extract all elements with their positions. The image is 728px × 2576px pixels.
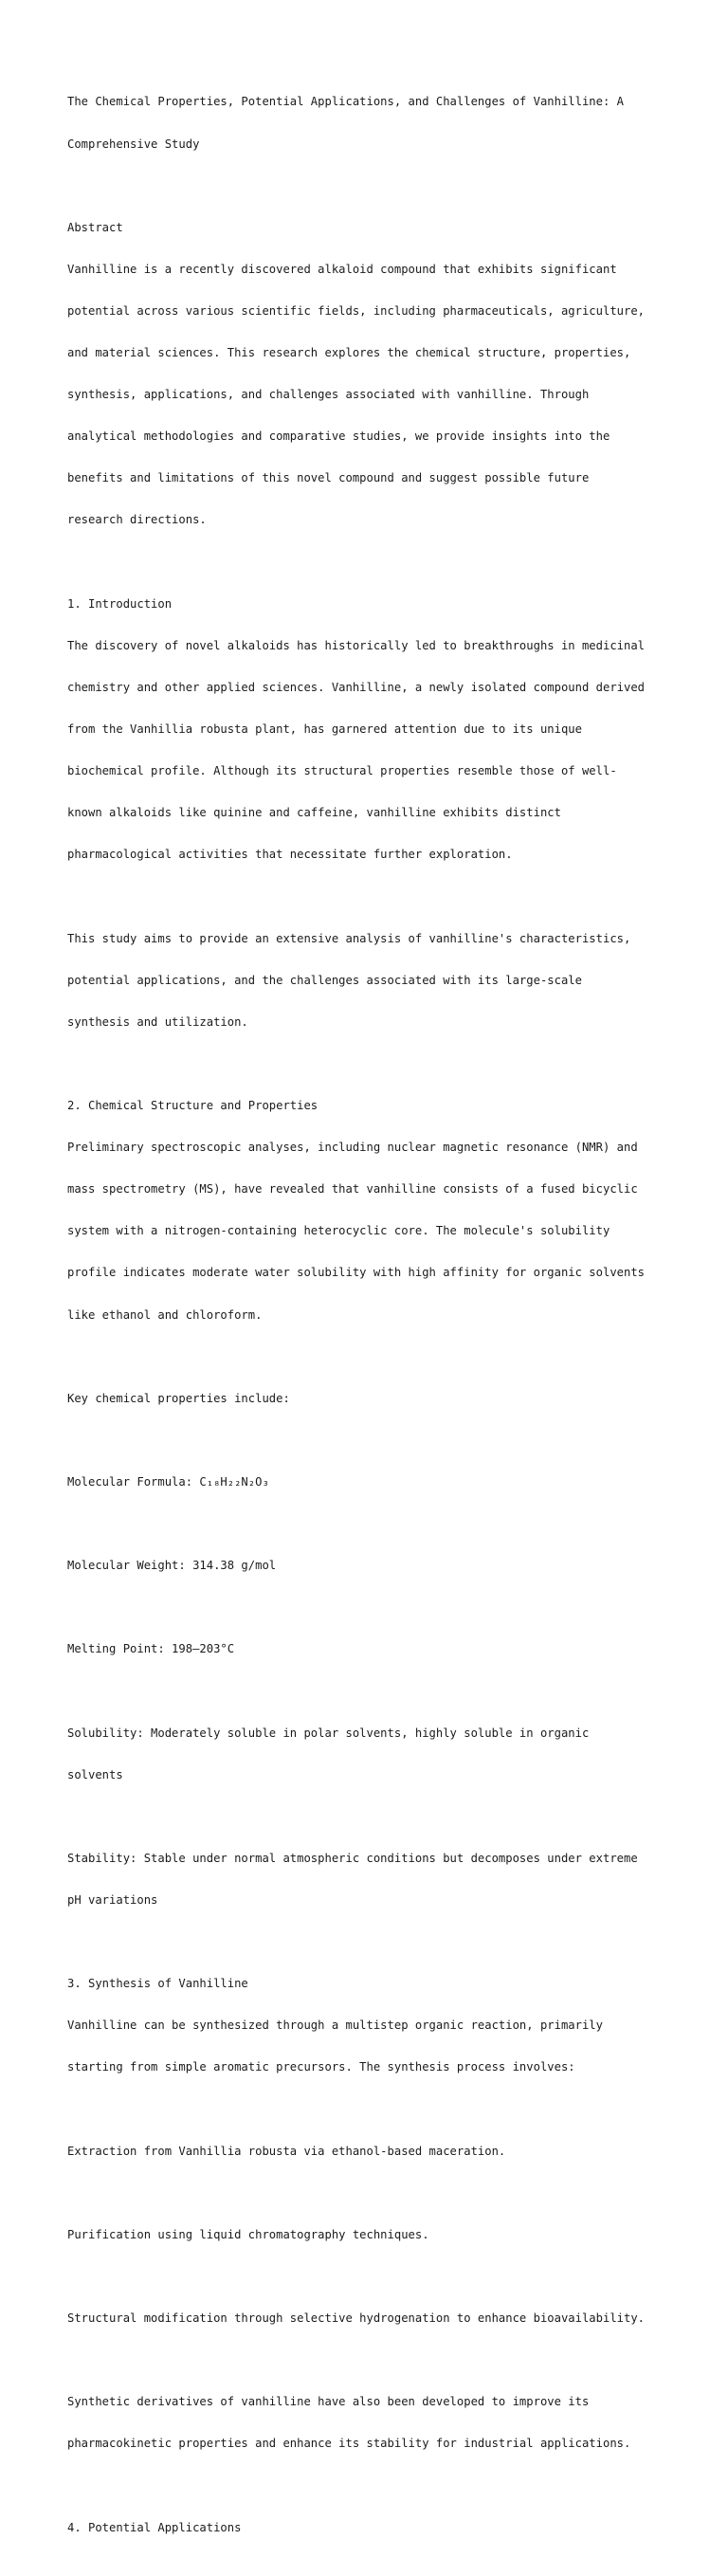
body-line: potential applications, and the challenges associated with its large-scale (67, 973, 582, 987)
section-heading: 3. Synthesis of Vanhilline (67, 1977, 248, 1991)
synthesis-section (67, 1949, 693, 2103)
property-solubility (67, 1698, 693, 1810)
property-melting (67, 1615, 693, 1685)
synthesis-paragraph-2 (67, 2367, 693, 2479)
body-line: biochemical profile. Although its structural properties resemble those of well- (67, 764, 617, 778)
abstract-line: analytical methodologies and comparative studies, we provide insights into the (67, 429, 610, 444)
molecular-formula: Molecular Formula: C₁₈H₂₂N₂O₃ (67, 1474, 269, 1489)
section-heading: 1. Introduction (67, 596, 173, 611)
body-line: Preliminary spectroscopic analyses, including nuclear magnetic resonance (NMR) and (67, 1141, 638, 1155)
applications-section (67, 2493, 693, 2563)
stability-line: pH variations (67, 1892, 158, 1907)
body-line: pharmacological activities that necessitate further exploration. (67, 848, 513, 862)
body-line: pharmacokinetic properties and enhance its stability for industrial applications. (67, 2437, 631, 2451)
structure-section (67, 1071, 693, 1350)
abstract-line: benefits and limitations of this novel compound and suggest possible future (67, 471, 590, 485)
body-line: chemistry and other applied sciences. Vanhilline, a newly isolated compound derived (67, 680, 646, 694)
abstract-heading: Abstract (67, 220, 123, 234)
solubility-line: solvents (67, 1767, 123, 1781)
abstract-line: potential across various scientific fields, including pharmaceuticals, agriculture, (67, 303, 646, 318)
document-page (67, 67, 693, 2576)
body-line: starting from simple aromatic precursors. The synthesis process involves: (67, 2060, 575, 2074)
document-title (67, 67, 693, 179)
key-properties-intro (67, 1363, 693, 1434)
abstract-line: synthesis, applications, and challenges associated with vanhilline. Through (67, 388, 590, 402)
molecular-weight: Molecular Weight: 314.38 g/mol (67, 1559, 277, 1573)
solubility-line: Solubility: Moderately soluble in polar solvents, highly soluble in organic (67, 1726, 590, 1740)
stability-line: Stability: Stable under normal atmospheric conditions but decomposes under extreme (67, 1851, 638, 1865)
title-line: Comprehensive Study (67, 137, 200, 151)
synthesis-step: Purification using liquid chromatography techniques. (67, 2227, 429, 2241)
synthesis-step: Structural modification through selective hydrogenation to enhance bioavailability. (67, 2311, 646, 2325)
synthesis-step: Extraction from Vanhillia robusta via ethanol-based maceration. (67, 2144, 506, 2158)
abstract-section (67, 192, 693, 555)
body-line: like ethanol and chloroform. (67, 1307, 263, 1322)
introduction-section (67, 569, 693, 889)
body-line: system with a nitrogen-containing heterocyclic core. The molecule's solubility (67, 1224, 610, 1238)
body-line: synthesis and utilization. (67, 1014, 248, 1029)
body-line: The discovery of novel alkaloids has historically led to breakthroughs in medicinal (67, 638, 646, 652)
body-line: profile indicates moderate water solubility with high affinity for organic solvents (67, 1266, 646, 1280)
body-line: known alkaloids like quinine and caffeine, vanhilline exhibits distinct (67, 806, 561, 820)
synthesis-step-2 (67, 2200, 693, 2270)
abstract-line: and material sciences. This research explores the chemical structure, properties, (67, 346, 631, 360)
title-line: The Chemical Properties, Potential Applications, and Challenges of Vanhilline: A (67, 95, 624, 109)
melting-point: Melting Point: 198–203°C (67, 1642, 235, 1656)
property-weight (67, 1531, 693, 1601)
body-line: mass spectrometry (MS), have revealed that vanhilline consists of a fused bicyclic (67, 1182, 638, 1197)
introduction-paragraph-2 (67, 904, 693, 1057)
key-properties-label: Key chemical properties include: (67, 1391, 290, 1405)
property-stability (67, 1823, 693, 1935)
property-formula (67, 1448, 693, 1518)
body-line: Synthetic derivatives of vanhilline have also been developed to improve its (67, 2395, 590, 2409)
body-line: Vanhilline can be synthesized through a multistep organic reaction, primarily (67, 2019, 603, 2033)
body-line: This study aims to provide an extensive analysis of vanhilline's characteristics, (67, 931, 631, 945)
synthesis-step-3 (67, 2284, 693, 2354)
abstract-line: research directions. (67, 513, 207, 527)
body-line: from the Vanhillia robusta plant, has garnered attention due to its unique (67, 722, 582, 737)
abstract-line: Vanhilline is a recently discovered alkaloid compound that exhibits significant (67, 262, 617, 276)
synthesis-step-1 (67, 2116, 693, 2186)
section-heading: 4. Potential Applications (67, 2520, 242, 2534)
section-heading: 2. Chemical Structure and Properties (67, 1098, 318, 1112)
